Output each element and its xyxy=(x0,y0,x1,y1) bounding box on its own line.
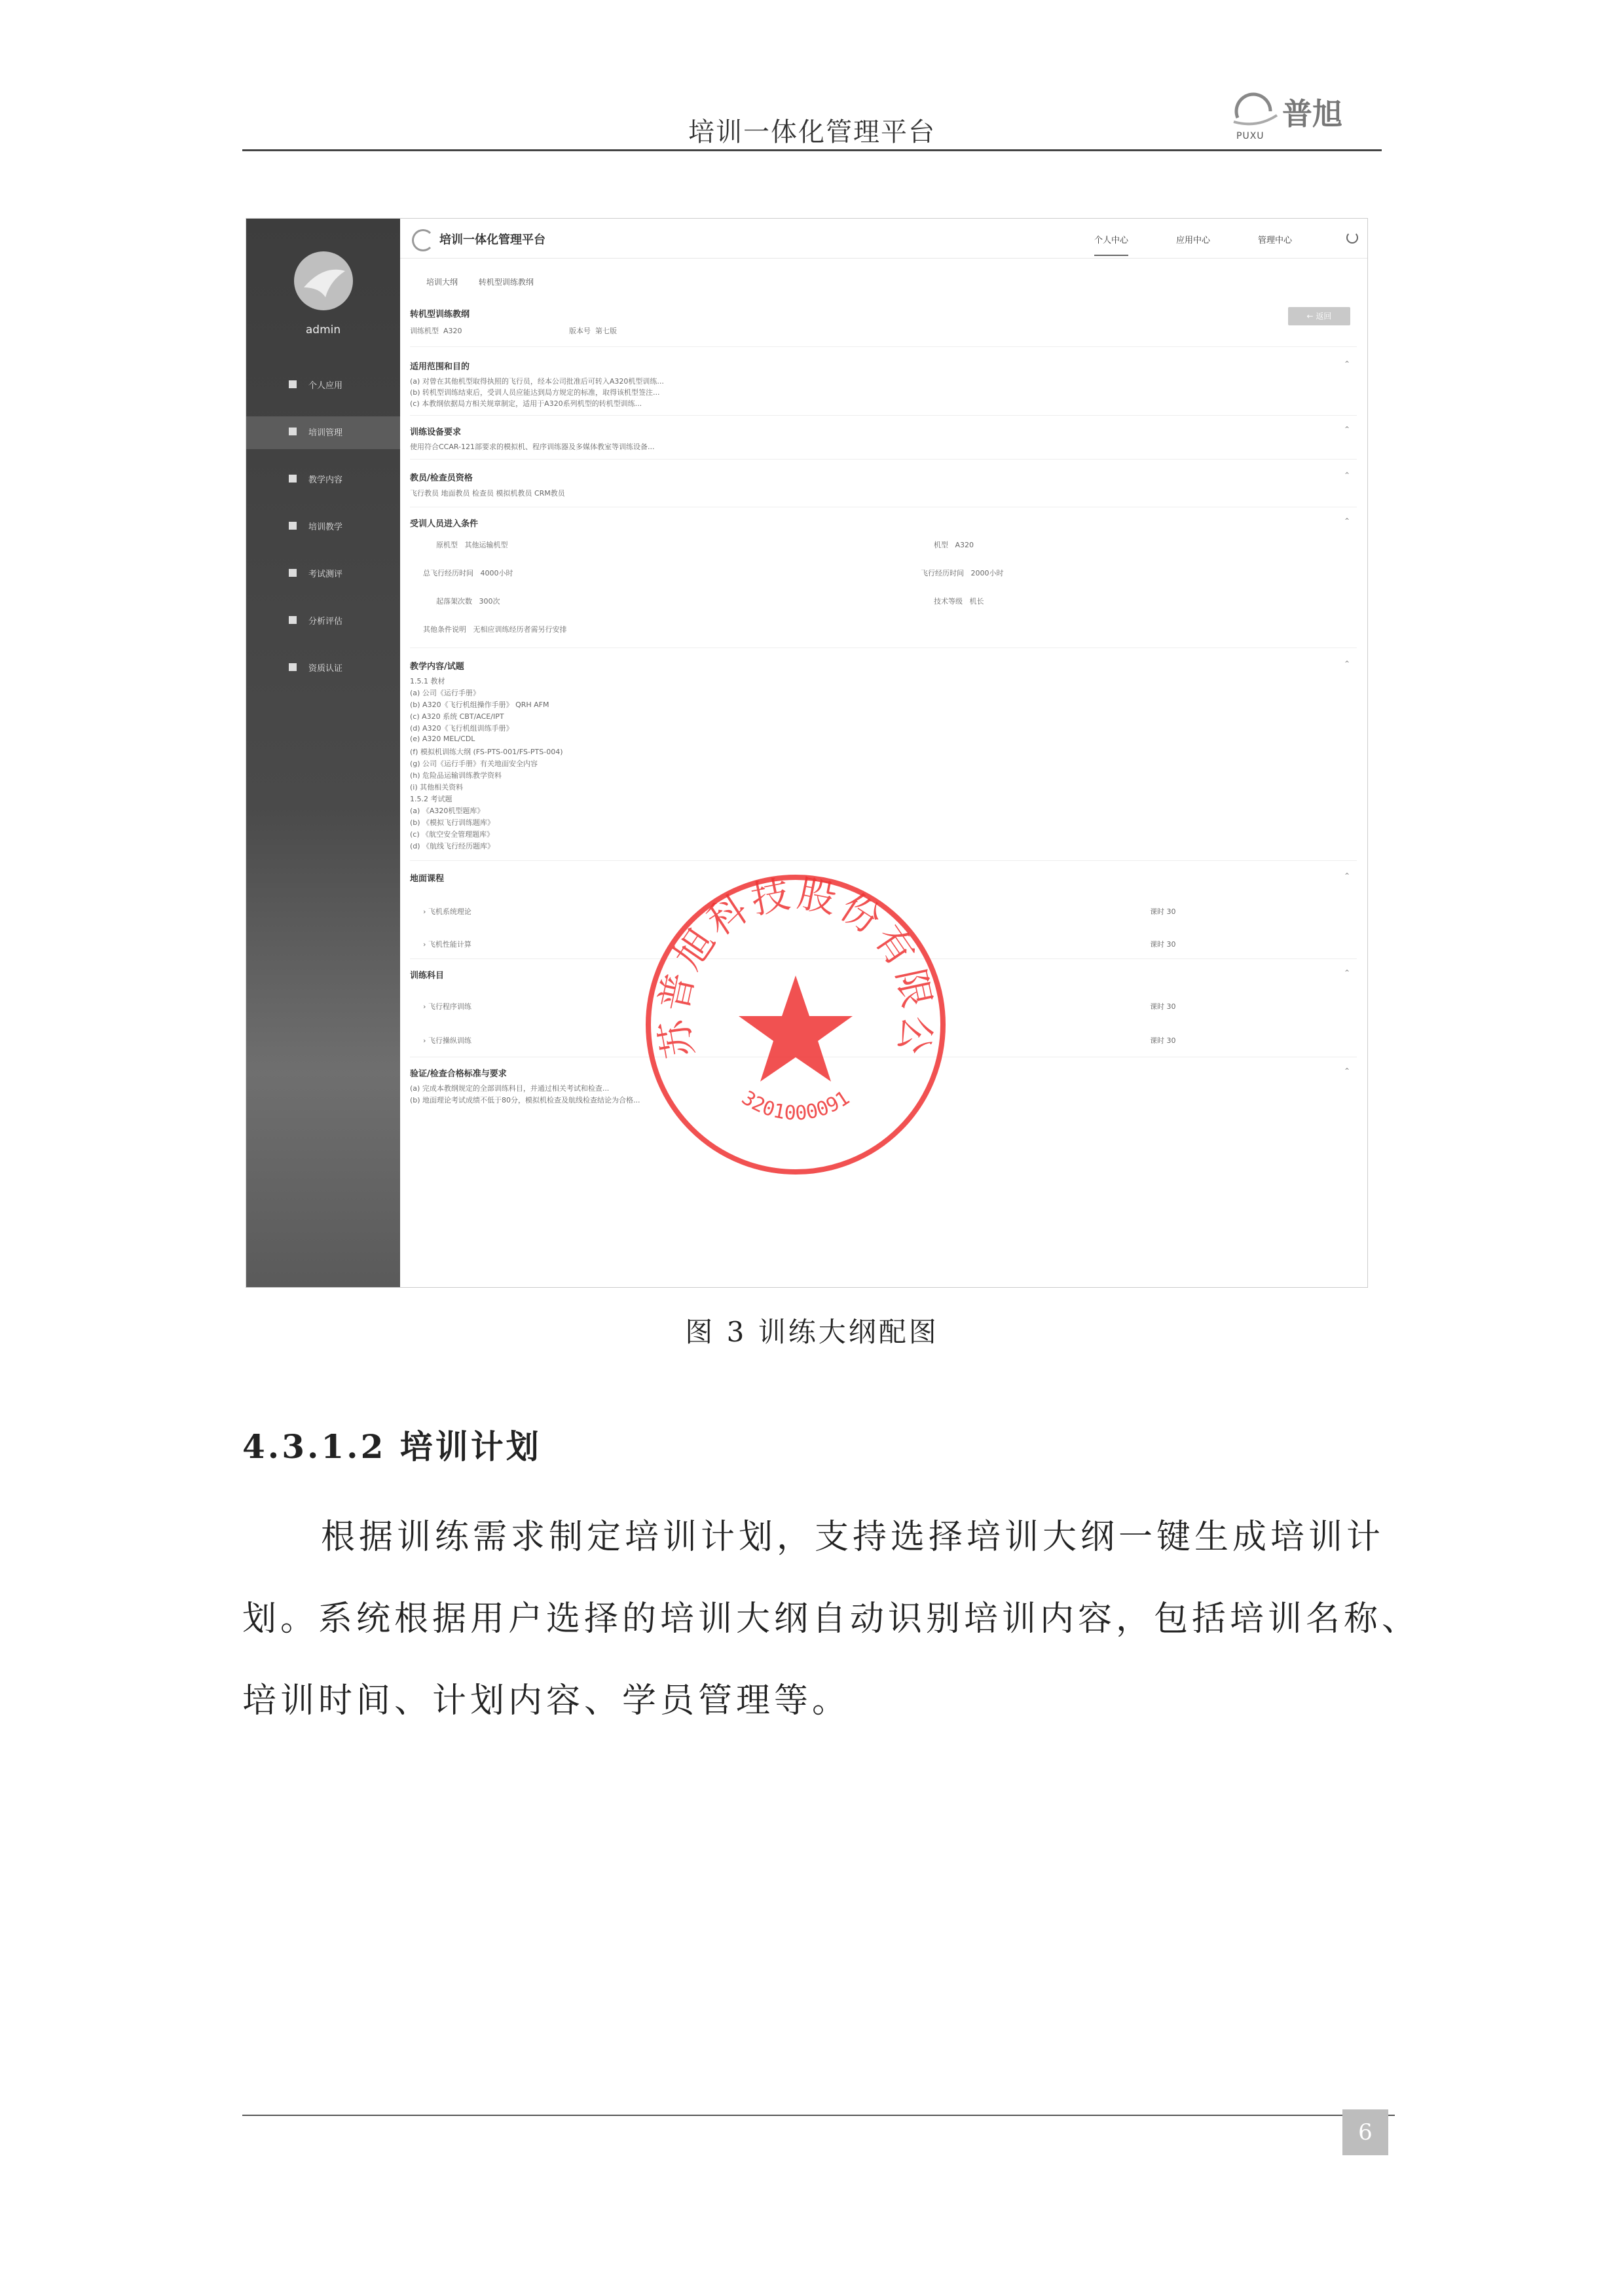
nav-management-center[interactable]: 管理中心 xyxy=(1258,236,1293,246)
paragraph-line: 根据训练需求制定培训计划，支持选择培训大纲一键生成培训计 xyxy=(321,1518,1385,1557)
collapse-icon[interactable]: ⌃ xyxy=(1343,517,1350,526)
breadcrumb xyxy=(426,276,552,287)
paragraph-line: 划。系统根据用户选择的培训大纲自动识别培训内容，包括培训名称、 xyxy=(242,1599,1420,1639)
sidebar-item-teaching-content[interactable]: 教学内容 xyxy=(246,464,400,496)
sidebar-item-training-management[interactable]: 培训管理 xyxy=(246,416,400,449)
image-icon xyxy=(289,522,297,530)
user-name: admin xyxy=(305,323,341,337)
svg-text:江苏普旭科技股份有限公司: 苏普旭科技股份有限公 xyxy=(650,871,941,1062)
collapse-icon[interactable]: ⌃ xyxy=(1343,471,1350,480)
collapse-icon[interactable]: ⌃ xyxy=(1343,659,1350,668)
figure-caption: 图 3 训练大纲配图 xyxy=(685,1316,939,1348)
back-button[interactable]: ← 返回 xyxy=(1288,307,1350,325)
top-bar xyxy=(400,219,1367,259)
section-content-title: 教学内容/试题 xyxy=(410,662,464,672)
entry-field: 技术等级 机长 xyxy=(934,597,984,606)
breadcrumb-item[interactable]: 转机型训练教纲 xyxy=(478,278,534,287)
page-header-title: 培训一体化管理平台 xyxy=(688,117,936,147)
brand-logo-icon xyxy=(412,229,434,251)
logout-icon[interactable] xyxy=(1346,232,1358,244)
user-badge-icon xyxy=(289,663,297,671)
outline-meta: 训练机型 A320 版本号 第七版 xyxy=(410,327,618,335)
section-scope-title: 适用范围和目的 xyxy=(410,362,470,372)
company-logo xyxy=(1231,92,1375,145)
section-equipment-title: 训练设备要求 xyxy=(410,428,462,437)
breadcrumb-item[interactable]: 培训大纲 xyxy=(426,278,458,287)
sidebar-item-analysis[interactable]: 分析评估 xyxy=(246,605,400,638)
nav-personal-center[interactable]: 个人中心 xyxy=(1094,233,1128,256)
sidebar xyxy=(246,219,400,1287)
entry-field: 总飞行经历时间 4000小时 xyxy=(423,569,513,577)
collapse-icon[interactable]: ⌃ xyxy=(1343,871,1350,881)
list-item[interactable]: › 飞行程序训练 xyxy=(423,1002,471,1011)
entry-field: 飞行经历时间 2000小时 xyxy=(921,569,1004,577)
collapse-icon[interactable]: ⌃ xyxy=(1343,1066,1350,1076)
section-check-title: 验证/检查合格标准与要求 xyxy=(410,1069,507,1079)
outline-detail: 转机型训练教纲 ← 返回 训练机型 A320 版本号 第七版 适用范围和目的 ⌃ (a) 对曾在其他机型取得执照的飞行员，经本公司批准后可转入A320机型训练... (b) 转机型训练结束后，受训人员应能达到局方规定的标准，取得该机型签注... (c) 本教纲依据局方相关规章制定，适用于A320系列机型的转机型训练... 训练设备要求 ⌃ 使用符合CCAR-121部要求的模拟机、程序训练器及多媒体教室等训练设备... 教员/检查员资格 ⌃ 飞行教员 地面教员 检查员 模拟机教员 CRM教员 受训人员进入条件 ⌃ 原机型 其他运输机型 机型 A320 总飞行经历时间 4000小时 飞行经历时间 2000小时 起落架次数 300次 技术等级 机长 其他条件说明 无相应训练经历者需另行安排 教学内容/试题 ⌃ 1.5.1 教材 (a) 公司《运行手册》 (b) A320《飞行机组操作手册》 QRH AFM (c) A320 系统 CBT/ACE/IPT (d) A320《飞行机组训练手册》 (e) A320 MEL/CDL (f) 模拟机训练大纲 (FS-PTS-001/FS-PTS-004) (g) 公司《运行手册》有关地面安全内容 (h) 危险品运输训练教学资料 (i) 其他相关资料 1.5.2 考试题 (a) 《A320机型题库》 (b) 《模拟飞行训练题库》 (c) 《航空安全管理题库》 (d) 《航线飞行经历题库》 地面课程 ⌃ › 飞机系统理论 课时 30 › 飞机性能计算 课时 30 训练科目 ⌃ › 飞行程序训练 课时 30 › 飞行操纵训练 课时 30 验证/检查合格标准与要求 ⌃ (a) 完成本教纲规定的全部训练科目，并通过相关考试和检查... (b) 地面理论考试成绩不低于80分，模拟机检查及航线检查结论为合格... xyxy=(410,307,1357,1287)
list-item[interactable]: › 飞行操纵训练 xyxy=(423,1036,471,1045)
logo-latin-text: PUXU xyxy=(1236,131,1264,141)
collapse-icon[interactable]: ⌃ xyxy=(1343,968,1350,977)
nav-app-center[interactable]: 应用中心 xyxy=(1176,236,1211,246)
entry-field: 其他条件说明 无相应训练经历者需另行安排 xyxy=(423,625,567,634)
sidebar-item-exam[interactable]: 考试测评 xyxy=(246,558,400,591)
avatar[interactable] xyxy=(294,251,353,310)
outline-title: 转机型训练教纲 xyxy=(410,310,470,319)
section-entry-title: 受训人员进入条件 xyxy=(410,519,479,529)
list-item[interactable]: › 飞机性能计算 xyxy=(423,940,471,949)
list-item[interactable]: › 飞机系统理论 xyxy=(423,907,471,916)
section-instructor-title: 教员/检查员资格 xyxy=(410,473,473,483)
footer-rule xyxy=(242,2115,1395,2116)
clipboard-icon xyxy=(289,569,297,577)
collapse-icon[interactable]: ⌃ xyxy=(1343,425,1350,434)
entry-field: 起落架次数 300次 xyxy=(436,597,500,606)
header-rule xyxy=(242,149,1382,151)
paragraph-line: 培训时间、计划内容、学员管理等。 xyxy=(242,1681,851,1721)
collapse-icon[interactable]: ⌃ xyxy=(1343,359,1350,369)
sidebar-item-certification[interactable]: 资质认证 xyxy=(246,652,400,685)
section-ground-title: 地面课程 xyxy=(410,874,445,884)
bar-chart-icon xyxy=(289,616,297,624)
bank-icon xyxy=(289,428,297,435)
sidebar-item-training-teaching[interactable]: 培训教学 xyxy=(246,511,400,543)
section-heading: 4.3.1.2 培训计划 xyxy=(242,1427,542,1466)
entry-field: 原机型 其他运输机型 xyxy=(436,541,508,549)
sidebar-item-personal-apps[interactable]: 个人应用 xyxy=(246,369,400,402)
entry-field: 机型 A320 xyxy=(934,541,974,549)
brand-title: 培训一体化管理平台 xyxy=(439,233,545,247)
svg-text:普旭: 普旭 xyxy=(1282,96,1342,132)
grid-icon xyxy=(289,380,297,388)
document-icon xyxy=(289,475,297,483)
svg-text:3201000091: 3201000091 xyxy=(737,1086,854,1125)
company-seal xyxy=(635,864,956,1185)
page-number: 6 xyxy=(1342,2109,1388,2155)
section-training-title: 训练科目 xyxy=(410,971,445,981)
